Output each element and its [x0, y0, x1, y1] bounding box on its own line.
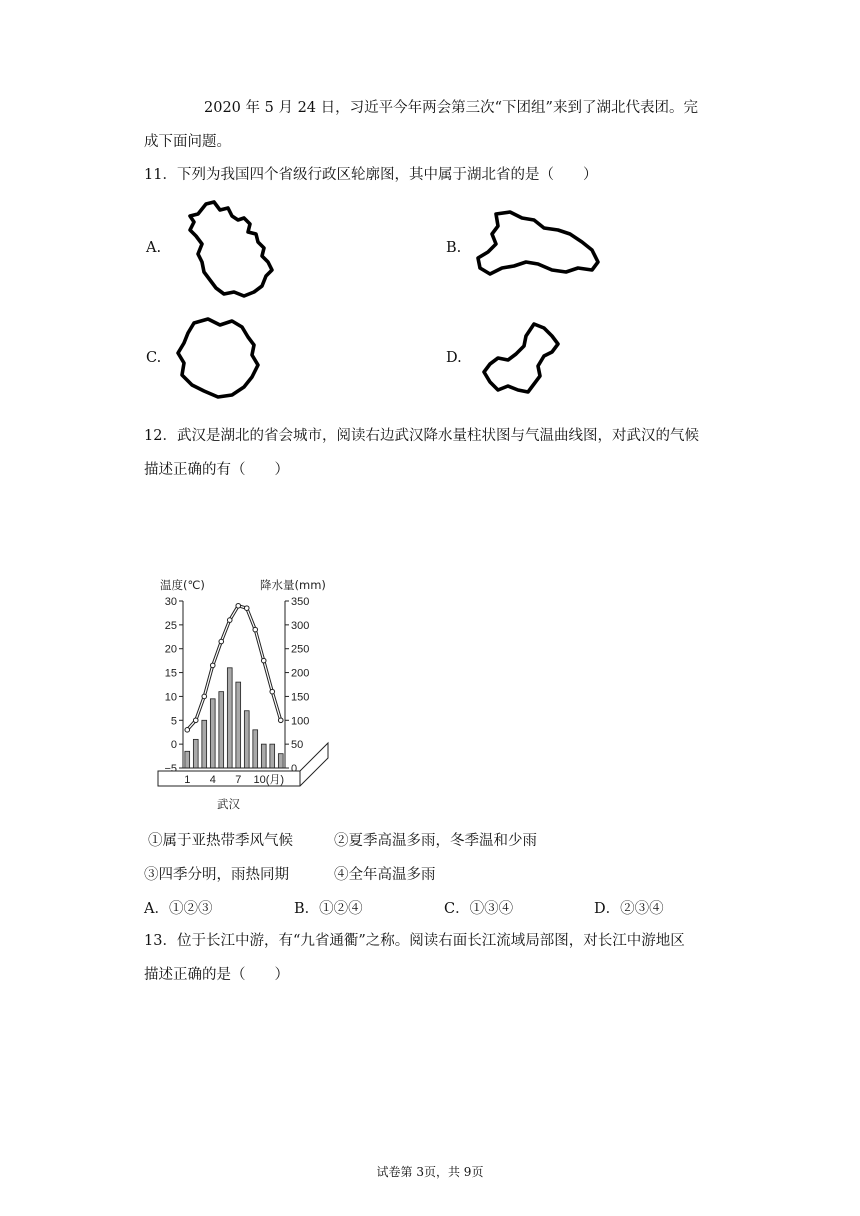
q11-stem: 11．下列为我国四个省级行政区轮廓图，其中属于湖北省的是（ ）: [144, 167, 598, 183]
x-tick-label: 1: [184, 774, 191, 786]
temperature-point: [236, 603, 241, 608]
y-right-tick-label: 300: [291, 619, 310, 632]
province-outline-a-image: [180, 196, 280, 300]
precipitation-bar: [202, 720, 207, 768]
q12-choice-a[interactable]: A．①②③: [144, 901, 213, 917]
province-outline-b-image: [472, 208, 604, 282]
intro-line-2: 成下面问题。: [144, 134, 231, 150]
q12-statement-3: ③四季分明，雨热同期: [144, 867, 289, 883]
y-left-tick-label: −5: [164, 763, 177, 775]
precipitation-bar: [227, 668, 232, 768]
x-tick-label: 10(月): [253, 774, 285, 786]
temperature-line-outer: [187, 606, 281, 730]
q11-option-d-label[interactable]: D.: [446, 350, 462, 366]
temperature-point: [219, 639, 224, 644]
y-right-tick-label: 150: [291, 691, 310, 704]
y-left-tick-label: 15: [164, 667, 177, 680]
q13-stem-line-1: 13．位于长江中游，有“九省通衢”之称。阅读右面长江流域局部图，对长江中游地区: [144, 933, 685, 949]
temperature-point: [244, 606, 249, 611]
temperature-point: [253, 627, 258, 632]
y-left-tick-label: 30: [164, 596, 177, 608]
q12-stem-line-1: 12．武汉是湖北的省会城市，阅读右边武汉降水量柱状图与气温曲线图，对武汉的气候: [144, 428, 699, 444]
page-footer: 试卷第 3页，共 9页: [376, 1165, 484, 1179]
precipitation-bar: [185, 751, 190, 768]
q12-statement-4: ④全年高温多雨: [334, 867, 436, 883]
temperature-point: [261, 658, 266, 663]
province-outline-d-image: [478, 320, 566, 400]
temperature-point: [227, 618, 232, 623]
q11-option-c-label[interactable]: C.: [146, 350, 162, 366]
temperature-point: [202, 694, 207, 699]
y-left-axis-title: 温度(℃): [160, 578, 205, 592]
q12-stem-line-2: 描述正确的有（ ）: [144, 462, 289, 478]
precipitation-bar: [261, 744, 266, 768]
province-outline-c-image: [172, 315, 268, 403]
precipitation-bar: [270, 744, 275, 768]
q11-option-b-label[interactable]: B.: [446, 240, 462, 256]
precipitation-bar: [210, 699, 215, 768]
precipitation-bar: [193, 739, 198, 768]
q12-statement-2: ②夏季高温多雨，冬季温和少雨: [334, 833, 537, 849]
x-tick-label: 7: [235, 774, 242, 786]
y-left-tick-label: 25: [164, 619, 177, 632]
temperature-point: [278, 718, 283, 723]
precipitation-bar: [219, 692, 224, 768]
q12-choice-b[interactable]: B．①②④: [294, 901, 363, 917]
y-left-tick-label: 5: [170, 715, 177, 728]
y-right-tick-label: 50: [291, 739, 304, 752]
precipitation-bar: [236, 682, 241, 768]
wuhan-climate-chart: [150, 574, 340, 814]
chart-title: 武汉: [217, 797, 240, 811]
x-tick-label: 4: [209, 774, 216, 786]
y-right-tick-label: 200: [291, 667, 310, 680]
y-right-tick-label: 0: [291, 763, 298, 775]
q12-choice-d[interactable]: D．②③④: [594, 901, 664, 917]
precipitation-bar: [253, 730, 258, 768]
temperature-point: [270, 689, 275, 694]
y-right-tick-label: 350: [291, 596, 310, 608]
temperature-point: [185, 728, 190, 733]
y-right-axis-title: 降水量(mm): [260, 578, 326, 592]
y-left-tick-label: 20: [164, 643, 177, 656]
precipitation-bar: [244, 711, 249, 768]
q12-statement-1: ①属于亚热带季风气候: [148, 833, 293, 849]
y-right-tick-label: 100: [291, 715, 310, 728]
temperature-point: [193, 718, 198, 723]
q13-stem-line-2: 描述正确的是（ ）: [144, 967, 289, 983]
temperature-point: [210, 663, 215, 668]
y-right-tick-label: 250: [291, 643, 310, 656]
q11-option-a-label[interactable]: A.: [146, 240, 162, 256]
intro-line-1: 2020 年 5 月 24 日，习近平今年两会第三次“下团组”来到了湖北代表团。完: [204, 100, 698, 116]
y-left-tick-label: 10: [164, 691, 177, 704]
q12-choice-c[interactable]: C．①③④: [444, 901, 514, 917]
precipitation-bar: [278, 754, 283, 768]
y-left-tick-label: 0: [170, 739, 177, 752]
